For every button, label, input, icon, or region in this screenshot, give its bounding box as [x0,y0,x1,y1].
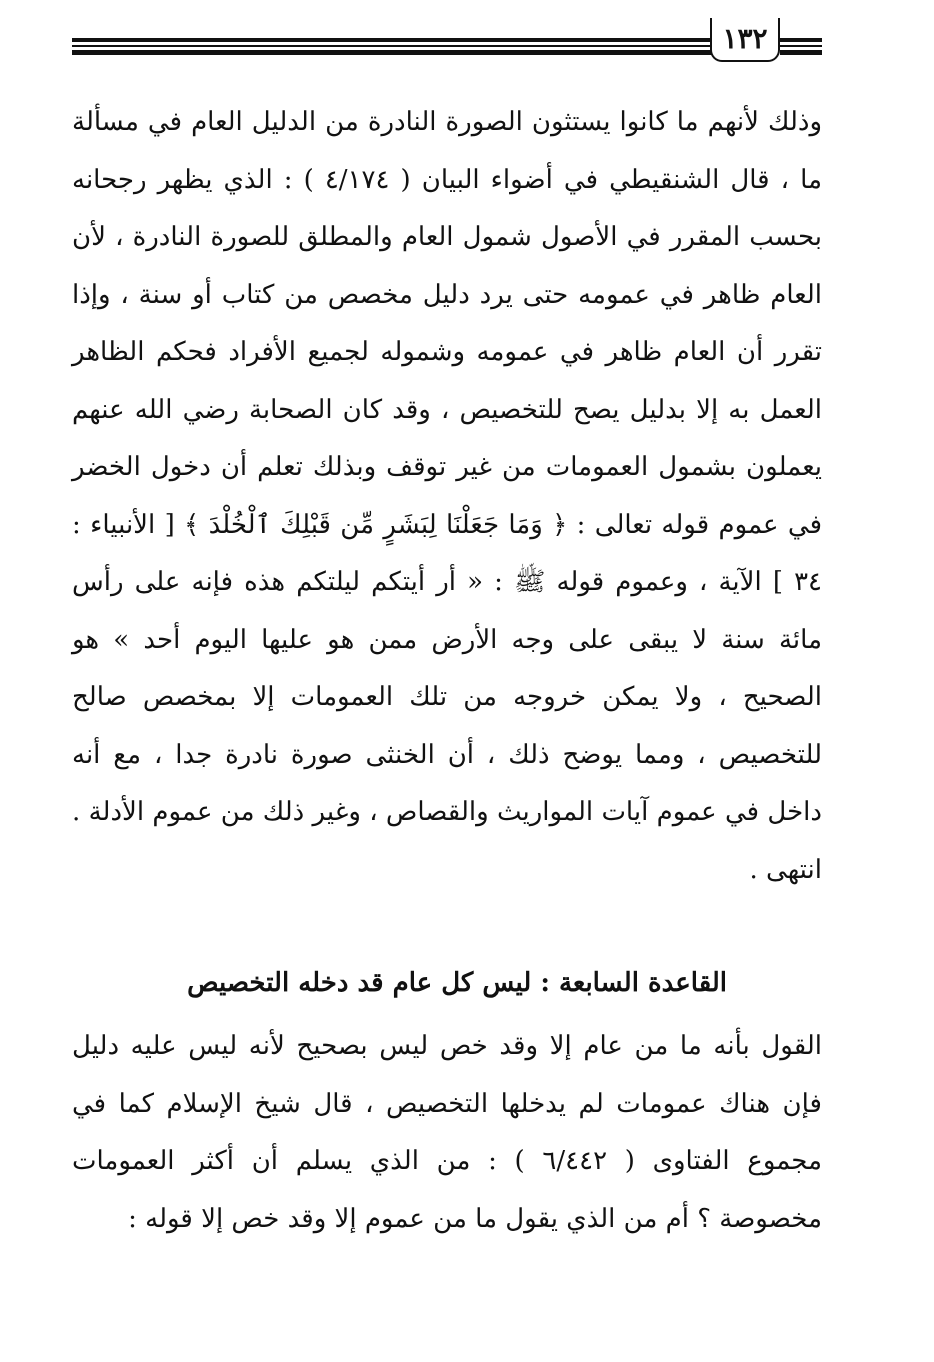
header-rule [72,38,712,42]
section-heading-title: ليس كل عام قد دخله التخصيص [187,968,532,998]
body-paragraph: وذلك لأنهم ما كانوا يستثون الصورة النادرة من الدليل العام في مسألة ما ، قال الشنقيطي في أضواء البيان ( ٤/١٧٤ ) : الذي يظهر رجحانه بحسب المقرر في الأصول شمول العام والمطلق للصورة النادرة ، لأن العام ظاهر في عمومه حتى يرد دليل مخصص من كتاب أو سنة ، وإذا تقرر أن العام ظاهر في عمومه وشموله لجميع الأفراد فحكم الظاهر العمل به إلا بدليل يصح للتخصيص ، وقد كان الصحابة رضي الله عنهم يعملون بشمول العمومات من غير توقف وبذلك تعلم أن دخول الخضر في عموم قوله تعالى : ﴿ وَمَا جَعَلْنَا لِبَشَرٍ مِّن قَبْلِكَ ٱلْخُلْدَ ﴾ [ الأنبياء : ٣٤ ] الآية ، وعموم قوله ﷺ : « أر أيتكم ليلتكم هذه فإنه على رأس مائة سنة لا يبقى على وجه الأرض ممن هو عليها اليوم أحد » هو الصحيح ، ولا يمكن خروجه من تلك العمومات إلا بمخصص صالح للتخصيص ، ومما يوضح ذلك ، أن الخنثى صورة نادرة جدا ، مع أنه داخل في عموم آيات المواريث والقصاص ، وغير ذلك من عموم الأدلة . انتهى . [72,107,822,885]
section-heading [72,958,727,1008]
header-rule [780,50,822,55]
header-rule [72,45,712,47]
body-paragraph: القول بأنه ما من عام إلا وقد خص ليس بصحيح لأنه ليس عليه دليل فإن هناك عمومات لم يدخلها التخصيص ، قال شيخ الإسلام كما في مجموع الفتاوى ( ٦/٤٤٢ ) : من الذي يسلم أن أكثر العمومات مخصوصة ؟ أم من الذي يقول ما من عموم إلا وقد خص إلا قوله : [72,1031,822,1234]
header-rule [780,45,822,47]
page-number: ١٣٢ [710,18,780,62]
section-heading-label: القاعدة السابعة : [540,968,727,998]
header-rule [72,50,712,55]
page-header [72,18,822,68]
header-rule [780,38,822,42]
